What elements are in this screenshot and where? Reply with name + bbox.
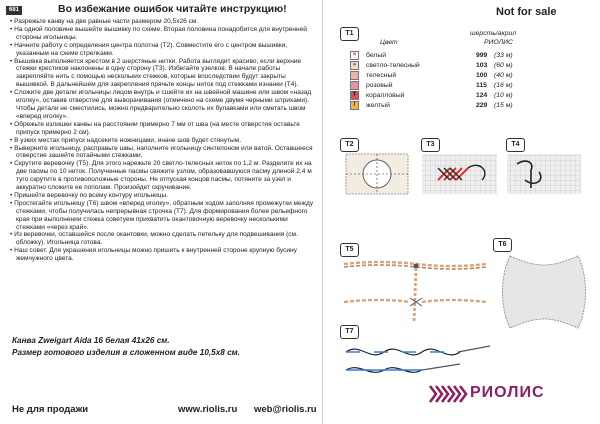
color-table xyxy=(350,50,550,110)
t5-twisted-cord-diagram xyxy=(340,258,490,326)
instruction-item: • Начните работу с определения центра полотна (Т2). Совместите его с центром вышивки, указанным на схеме стрелками. xyxy=(10,41,288,57)
color-swatch: / xyxy=(350,101,359,110)
color-row xyxy=(350,70,550,80)
header-title: Во избежание ошибок читайте инструкцию! xyxy=(58,3,287,15)
footer-not-for-sale: Не для продажи xyxy=(12,404,89,415)
color-header: Цвет xyxy=(380,39,398,46)
not-for-sale-label: Not for sale xyxy=(496,6,557,18)
instruction-item: • Обрежьте излишки канвы на расстоянии примерно 7 мм от шва (на месте отверстия оставьте припуск примерно 2 см). xyxy=(10,120,300,136)
color-name: розовый xyxy=(366,81,393,89)
riolis-logo-icon xyxy=(428,384,468,404)
color-name: светло-телесный xyxy=(366,61,420,69)
color-row xyxy=(350,60,550,70)
instruction-item: • Из веревочки, оставшейся после окантовки, можно сделать петельку для подвешивания (см. обложку). Игольница готова. xyxy=(10,231,298,247)
color-code: 115 xyxy=(476,81,487,89)
color-length: (15 м) xyxy=(494,101,513,109)
color-name: телесный xyxy=(366,71,397,79)
yarn-brand: РИОЛИС xyxy=(484,39,513,46)
color-code: 229 xyxy=(476,101,488,109)
instruction-item: • Наш совет. Для украшения игольницы можно пришить к внутренней стороне крупную бусину жемчужного цвета. xyxy=(10,247,297,263)
page-divider xyxy=(322,0,323,424)
color-row xyxy=(350,80,550,90)
t3-cross-stitch-diagram xyxy=(420,150,500,198)
instruction-item: • Простегайте игольницу (Т6) швом «вперед иголку», обратным ходом заполняя промежутки между стежками, чтобы получилась непрерывная строчка (Т7). Для формирования более рельефного края при выполнении стежка советуем прихватить окантовочную веревочку несколькими стежками «через край». xyxy=(10,199,314,231)
footer-url[interactable]: www.riolis.ru xyxy=(178,404,238,415)
color-swatch: T xyxy=(350,91,359,100)
brand-name: РИОЛИС xyxy=(470,384,545,401)
label-t4: T4 xyxy=(506,138,525,152)
canvas-info xyxy=(12,335,312,359)
color-length: (60 м) xyxy=(494,61,513,69)
color-length: (16 м) xyxy=(494,81,513,89)
color-code: 103 xyxy=(476,61,488,69)
instruction-item: • Пришейте веревочку по всему контуру игольницы. xyxy=(10,191,169,199)
color-swatch xyxy=(350,71,359,80)
canvas-line-1: Канва Zweigart Aida 16 белая 41х26 см. xyxy=(12,336,170,345)
instructions-list xyxy=(10,18,314,263)
color-length: (40 м) xyxy=(494,71,513,79)
label-t7: T7 xyxy=(340,325,359,339)
instruction-item: • Вышивка выполняется крестом в 2 шерстяные нитки. Работа выглядит красиво, если верхние стежки крестиков наклонены в одну сторону (Т3). Избегайте узелков. В начале работы закрепляйте нить с помощью нескольких стежков, которые впоследствии будут закрыты вышивкой. В дальнейшем для закрепления прячьте концы ниток под стежками изнанки (Т4). xyxy=(10,57,302,89)
t7-running-stitch-diagram xyxy=(340,336,500,380)
instruction-item: • Разрежьте канву на две равные части размером 20,5х26 см. xyxy=(10,18,199,25)
color-name: коралловый xyxy=(366,91,405,99)
canvas-line-2: Размер готового изделия в сложенном виде 10,5х8 см. xyxy=(12,348,240,357)
color-length: (10 м) xyxy=(494,91,513,99)
label-t6: T6 xyxy=(493,238,512,252)
color-name: желтый xyxy=(366,101,390,109)
color-code: 100 xyxy=(476,71,488,79)
color-swatch: ● xyxy=(350,61,359,70)
label-t3: T3 xyxy=(421,138,440,152)
t2-center-diagram xyxy=(340,150,415,198)
instruction-item: • В узких местах припуск надсеките ножницами, иначе шов будет стянутым. xyxy=(10,136,242,144)
color-length: (33 м) xyxy=(494,51,513,59)
yarn-header: шерсть/акрил xyxy=(470,30,517,37)
label-t5: T5 xyxy=(340,243,359,257)
color-row xyxy=(350,50,550,60)
color-code: 124 xyxy=(476,91,488,99)
label-t2: T2 xyxy=(340,138,359,152)
color-name: белый xyxy=(366,51,387,59)
page-number-badge: 681 xyxy=(6,6,22,15)
footer-email[interactable]: web@riolis.ru xyxy=(254,404,317,415)
instruction-item: • Скрутите веревочку (Т5). Для этого нарежьте 20 светло-телесных ниток по 1,2 м. Разделите их на две пасмы по 10 ниток. Полученные пасмы свяжите узлом, образовавшуюся пасму длиной 2,4 м туго скрутите в противоположные стороны. Не отпуская концов пасмы, потяните за узел и аккуратно сложите ее пополам. Произойдет скручивание. xyxy=(10,160,312,192)
instruction-item: • На одной половине вышейте вышивку по схеме. Вторая половина понадобится для внутренней стороны игольницы. xyxy=(10,25,307,41)
color-code: 999 xyxy=(476,51,488,59)
instruction-item: • Выверните игольницу, расправьте швы, наполните игольницу синтепоном или ватой. Оставшееся отверстие зашейте потайными стежками. xyxy=(10,144,313,160)
t4-hide-thread-diagram xyxy=(505,150,583,198)
color-row xyxy=(350,90,550,100)
color-swatch xyxy=(350,81,359,90)
color-row xyxy=(350,100,550,110)
color-swatch: × xyxy=(350,51,359,60)
t6-needlebook-shape xyxy=(498,246,590,338)
instruction-item: • Сложите две детали игольницы лицом внутрь и сшейте их на швейной машине или швом «назад иголку», оставив отверстие для выворачивания (отмечено на схеме двумя черными штрихами). Чтобы детали не сместились, можно предварительно сколоть их булавками или сметать швом «вперед иголку». xyxy=(10,89,312,120)
label-t1: T1 xyxy=(340,27,359,41)
